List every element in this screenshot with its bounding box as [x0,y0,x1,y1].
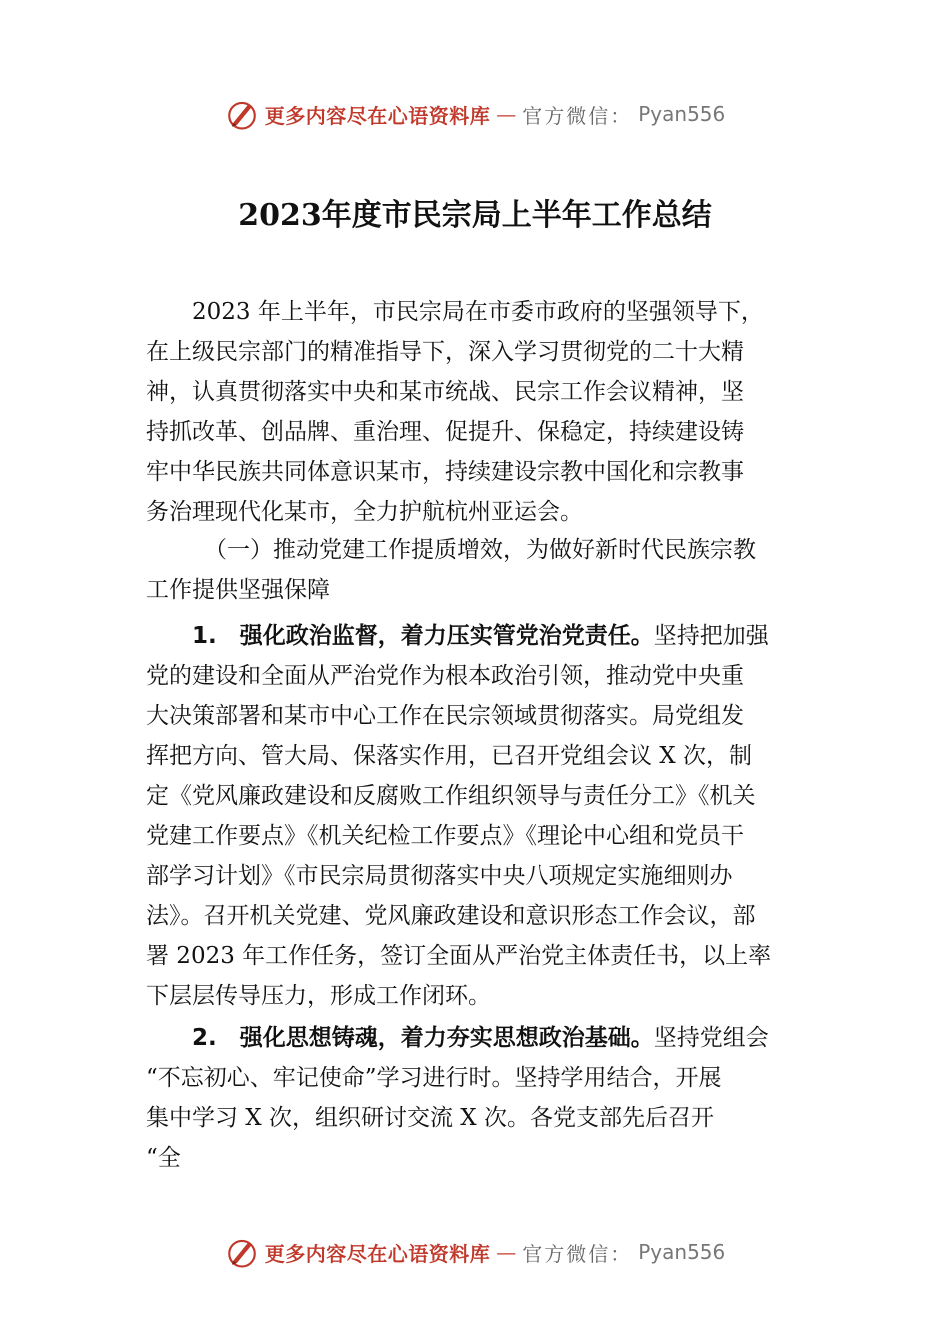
watermark-dash: — [496,102,517,126]
text-line: 下层层传导压力，形成工作闭环。 [146,983,491,1009]
watermark-footer [0,1232,950,1272]
text-line: 党的建设和全面从严治党作为根本政治引领，推动党中央重 [146,663,744,689]
text-line: 2023 年上半年，市民宗局在市委市政府的坚强领导下， [192,299,764,325]
item-text: 坚持把加强 [653,623,769,649]
paragraph-intro [146,292,836,532]
text-line [146,1018,836,1058]
watermark-header [0,94,950,134]
text-line: 在上级民宗部门的精准指导下，深入学习贯彻党的二十大精 [146,339,744,365]
text-line: 神，认真贯彻落实中央和某市统战、民宗工作会议精神，坚 [146,379,744,405]
item-lead: 2. 强化思想铸魂，着力夯实思想政治基础。 [192,1025,654,1051]
watermark-wechat-label: 官方微信： [522,103,633,128]
item-text: 坚持党组会 [653,1025,769,1051]
text-line: 定《党风廉政建设和反腐败工作组织领导与责任分工》《机关 [146,783,756,809]
text-line: 集中学习 X 次，组织研讨交流 X 次。各党支部先后召开 [146,1105,714,1131]
text-line: 牢中华民族共同体意识某市，持续建设宗教中国化和宗教事 [146,459,744,485]
watermark-text: 更多内容尽在心语资料库 [264,103,491,128]
watermark-text: 更多内容尽在心语资料库 [264,1241,491,1266]
text-line: 持抓改革、创品牌、重治理、促提升、保稳定，持续建设铸 [146,419,744,445]
pen-logo-icon [225,97,259,131]
text-line: 工作提供坚强保障 [146,577,330,603]
text-line: 党建工作要点》《机关纪检工作要点》《理论中心组和党员干 [146,823,744,849]
watermark-wechat-label: 官方微信： [522,1241,633,1266]
text-line: 署 2023 年工作任务，签订全面从严治党主体责任书，以上率 [146,943,772,969]
watermark-wechat-id: Pyan556 [638,102,726,126]
text-line: 大决策部署和某市中心工作在民宗领域贯彻落实。局党组发 [146,703,744,729]
item-lead: 1. 强化政治监督，着力压实管党治党责任。 [192,623,654,649]
text-line [146,616,836,656]
paragraph-item-2 [146,1018,836,1178]
text-line: 挥把方向、管大局、保落实作用，已召开党组会议 X 次，制 [146,743,752,769]
text-line: “全 [146,1145,181,1171]
text-line: “不忘初心、牢记使命”学习进行时。坚持学用结合，开展 [146,1065,722,1091]
document-title: 2023年度市民宗局上半年工作总结 [238,198,712,233]
section-heading-1 [146,530,836,610]
text-line: 法》。召开机关党建、党风廉政建设和意识形态工作会议，部 [146,903,756,929]
text-line: （一）推动党建工作提质增效，为做好新时代民族宗教 [204,537,756,563]
text-line: 部学习计划》《市民宗局贯彻落实中央八项规定实施细则办 [146,863,733,889]
watermark-wechat-id: Pyan556 [638,1240,726,1264]
text-line: 务治理现代化某市，全力护航杭州亚运会。 [146,499,583,525]
pen-logo-icon [225,1235,259,1269]
watermark-dash: — [496,1240,517,1264]
paragraph-item-1 [146,616,836,1016]
